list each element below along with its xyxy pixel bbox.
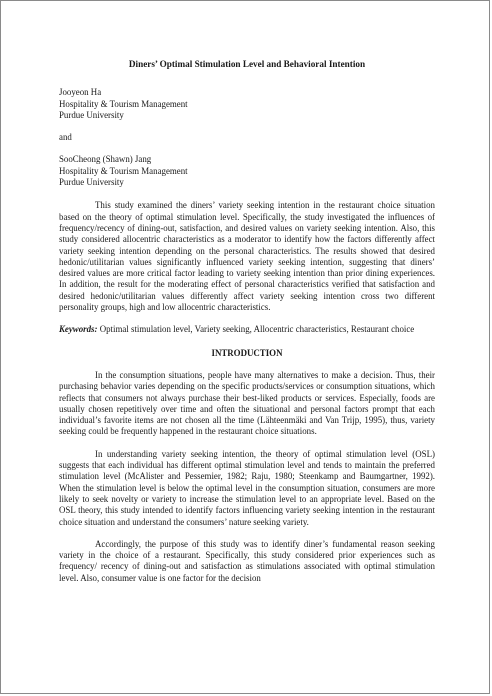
author-block-2 [59,154,435,188]
paper-title: Diners’ Optimal Stimulation Level and Behavioral Intention [128,59,366,69]
body-paragraph: In the consumption situations, people have many alternatives to make a decision. Thus, their purchasing behavior varies depending on the specific products/services or consumption situations, which reflects that consumers not always purchase their best-liked products or services. Especially, foods are usually chosen repetitively over time and often the situational and personal factors prompt that each individual’s favorite items are not chosen all the time (Lähteenmäki and Van Trijp, 1995), thus, variety seeking could be frequently happened in the restaurant choice situations. [59,369,435,437]
author-university: Purdue University [59,109,124,120]
page-content [59,59,435,595]
author-name: SooCheong (Shawn) Jang [59,154,152,165]
keywords-text: Optimal stimulation level, Variety seeking, Allocentric characteristics, Restaurant choice [97,324,415,335]
author-department: Hospitality & Tourism Management [59,98,188,109]
keywords-label: Keywords: [59,324,98,335]
author-name: Jooyeon Ha [59,87,102,98]
author-university: Purdue University [59,177,124,188]
keywords-line [59,324,435,335]
abstract-paragraph: This study examined the diners’ variety seeking intention in the restaurant choice situation based on the theory of optimal stimulation level. Specifically, the study investigated the influences of frequency/recency of dining-out, satisfaction, and desired values on variety seeking intention. Also, this study considered allocentric characteristics as a moderator to identify how the factors differently affect variety seeking intention depending on the personal characteristics. The results showed that desired hedonic/utilitarian values significantly influenced variety seeking intention, suggesting that diners’ desired values are more critical factor leading to variety seeking intention than prior dining experiences. In addition, the result for the moderating effect of personal characteristics verified that satisfaction and desired hedonic/utilitarian values differently affect variety seeking intention cross two different personality groups, high and low allocentric characteristics. [59,200,435,313]
body-paragraph: Accordingly, the purpose of this study was to identify diner’s fundamental reason seeking variety in the choice of a restaurant. Specifically, this study considered prior experiences such as frequency/ recency of dining-out and satisfaction as stimulations associated with optimal stimulation level. Also, consumer value is one factor for the decision [59,538,435,583]
section-heading: INTRODUCTION [211,347,283,358]
author-block-1 [59,87,435,121]
body-paragraph: In understanding variety seeking intention, the theory of optimal stimulation level (OSL) suggests that each individual has different optimal stimulation level and tends to maintain the preferred stimulation level (McAlister and Pessemier, 1982; Raju, 1980; Steenkamp and Baumgartner, 1992). When the stimulation level is below the optimal level in the consumption situation, consumers are more likely to seek novelty or variety to increase the stimulation level to an appropriate level. Based on the OSL theory, this study intended to identify factors influencing variety seeking intention in the restaurant choice situation and understand the consumers’ nature seeking variety. [59,448,435,527]
author-separator: and [59,132,72,143]
author-department: Hospitality & Tourism Management [59,165,188,176]
